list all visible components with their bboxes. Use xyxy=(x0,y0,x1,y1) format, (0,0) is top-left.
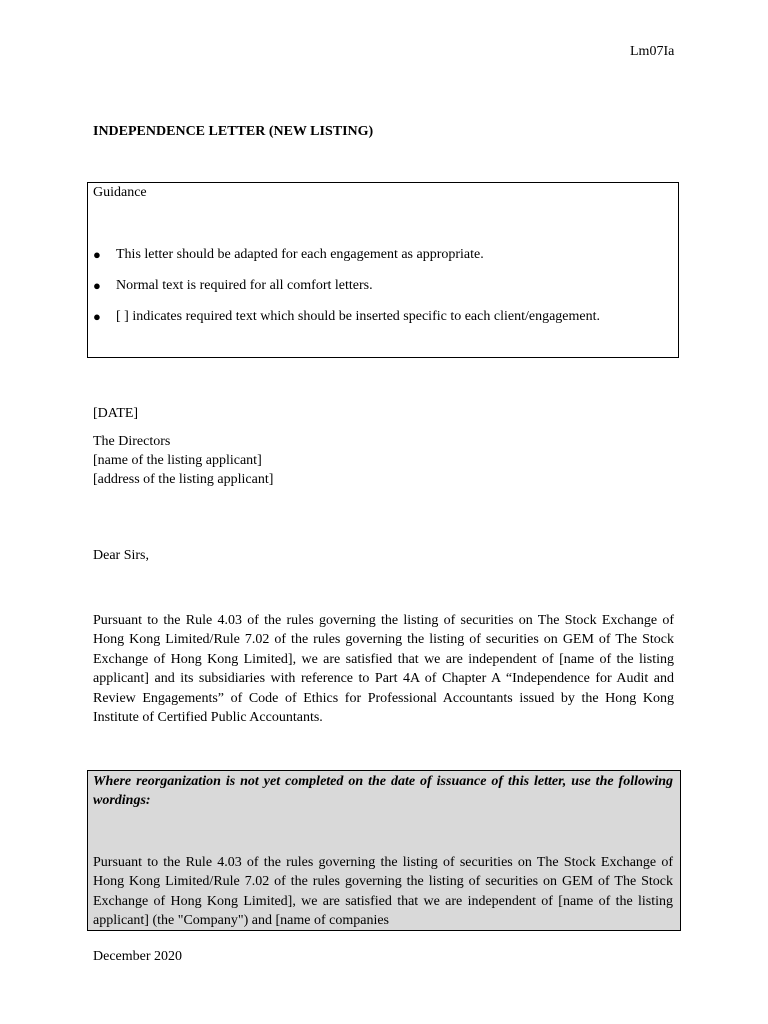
addressee-block xyxy=(93,432,273,489)
reorganization-heading: Where reorganization is not yet completed on the date of issuance of this letter, use the following wordings: xyxy=(93,774,673,809)
document-reference: Lm07Ia xyxy=(630,44,675,59)
addressee-line: The Directors xyxy=(93,434,171,449)
bullet-icon: ● xyxy=(93,309,101,324)
footer-date: December 2020 xyxy=(93,949,183,964)
guidance-heading: Guidance xyxy=(93,185,147,200)
addressee-line: [name of the listing applicant] xyxy=(93,453,262,468)
reorganization-body: Pursuant to the Rule 4.03 of the rules governing the listing of securities on The Stock Exchange of Hong Kong Limited/Rule 7.02 of the rules governing the listing of securities on GEM of The Stock Exchange of Hong Kong Limited], we are satisfied that we are independent of [name of the listing applicant] (the "Company") and [name of companies xyxy=(93,855,673,929)
addressee-line: [address of the listing applicant] xyxy=(93,472,274,487)
page-title: INDEPENDENCE LETTER (NEW LISTING) xyxy=(93,124,374,139)
guidance-box xyxy=(87,182,679,358)
reorganization-box xyxy=(87,770,681,931)
guidance-item-text: [ ] indicates required text which should be inserted specific to each client/engagement. xyxy=(116,309,600,324)
letter-date: [DATE] xyxy=(93,406,139,421)
salutation: Dear Sirs, xyxy=(93,548,149,563)
guidance-item-text: Normal text is required for all comfort letters. xyxy=(116,278,373,293)
guidance-item-text: This letter should be adapted for each engagement as appropriate. xyxy=(116,247,484,262)
bullet-icon: ● xyxy=(93,247,101,262)
guidance-item xyxy=(93,247,672,278)
guidance-list xyxy=(93,247,672,340)
letter-body: Pursuant to the Rule 4.03 of the rules governing the listing of securities on The Stock Exchange of Hong Kong Limited/Rule 7.02 of the rules governing the listing of securities on GEM of The Stock Exchange of Hong Kong Limited], we are satisfied that we are independent of [name of the listing applicant] and its subsidiaries with reference to Part 4A of Chapter A “Independence for Audit and Review Engagements” of Code of Ethics for Professional Accountants issued by the Hong Kong Institute of Certified Public Accountants. xyxy=(93,613,674,726)
guidance-item xyxy=(93,309,672,340)
guidance-item xyxy=(93,278,672,309)
bullet-icon: ● xyxy=(93,278,101,293)
